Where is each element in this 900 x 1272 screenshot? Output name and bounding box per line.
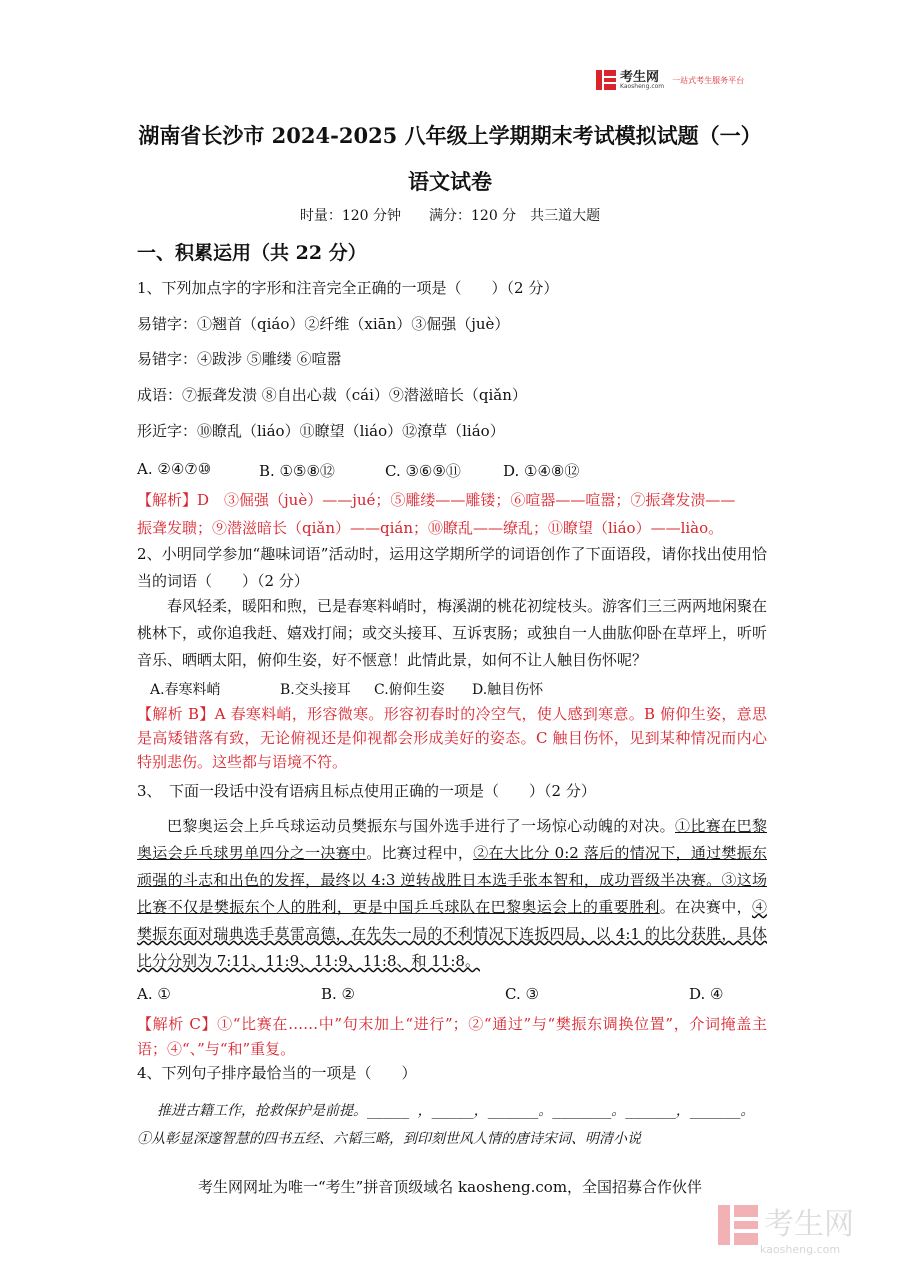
section-heading: 一、积累运用（共 22 分） (137, 242, 367, 264)
q1-stem: 1、下列加点字的字形和注音完全正确的一项是（ ）（2 分） (137, 279, 559, 297)
q3-sentence-4: ④樊振东面对瑞典选手莫雷高德，在先失一局的不利情况下连扳四局，以 4:1 的比分获胜，具体比分分别为 7:11、11:9、11:9、11:8、和 11:8。 (137, 898, 767, 970)
q4-line1: 推进古籍工作，抢救保护是前提。_____ ，_____，______。_______。______，______。 (157, 1103, 755, 1119)
q1-line2: 易错字：④跋涉 ⑤雕缕 ⑥喧嚣 (137, 350, 342, 368)
option-c: C. ③ (505, 985, 539, 1003)
option-c: C. ③⑥⑨⑪ (385, 462, 461, 480)
option-d: D. ①④⑧⑫ (503, 462, 580, 480)
option-a: A. ②④⑦⑩ (137, 460, 212, 478)
watermark-icon (718, 1205, 758, 1245)
q2-answer: 【解析 B】A 春寒料峭，形容微寒。形容初春时的冷空气，使人感到寒意。B 俯仰生姿，意思是高矮错落有致，无论俯视还是仰视都会形成美好的姿态。C 触目伤怀，见到某种情况而内心特别悲伤。这些都与语境不符。 (137, 705, 767, 771)
q3-answer: 【解析 C】①“比赛在……中”句末加上“进行”；②“通过”与“樊振东调换位置”，介词掩盖主语；④“、”与“和”重复。 (137, 1015, 767, 1058)
q3-connector-2: 。在决赛中， (659, 898, 752, 916)
option-b: B. ② (321, 985, 356, 1003)
option-d: D. ④ (689, 985, 724, 1003)
q1-line3: 成语：⑦振聋发溃 ⑧自出心裁（cái）⑨潜滋暗长（qiǎn） (137, 386, 527, 404)
option-d: D.触目伤怀 (472, 682, 544, 698)
watermark-logo (718, 1205, 854, 1245)
logo-domain: Kaosheng.com (620, 82, 665, 90)
q3-passage (137, 813, 767, 975)
q1-line1: 易错字：①翘首（qiáo）②纤维（xiān）③倔强（juè） (137, 315, 510, 333)
logo-icon (596, 70, 616, 90)
q2-stem: 2、小明同学参加“趣味词语”活动时，运用这学期所学的词语创作了下面语段，请你找出使用恰当的词语（ ）（2 分） (137, 545, 767, 590)
q1-line4: 形近字：⑩瞭乱（liáo）⑪瞭望（liáo）⑫潦草（liáo） (137, 422, 505, 440)
q4-stem: 4、下列句子排序最恰当的一项是（ ） (137, 1064, 417, 1082)
option-b: B.交头接耳 (280, 682, 351, 698)
option-a: A. ① (137, 985, 171, 1003)
q3-stem: 3、 下面一段话中没有语病且标点使用正确的一项是（ ）（2 分） (137, 782, 596, 800)
q3-intro: 巴黎奥运会上乒乓球运动员樊振东与国外选手进行了一场惊心动魄的对决。 (167, 817, 676, 835)
doc-subtitle: 语文试卷 (408, 169, 492, 194)
q1-answer-line1: 【解析】D ③倔强（juè）——jué；⑤雕缕——雕镂；⑥喧器——喧嚣；⑦振聋发溃—— (137, 491, 736, 509)
exam-meta: 时量：120 分钟 满分：120 分 共三道大题 (299, 208, 601, 224)
q3-connector-1: 。比赛过程中， (366, 844, 474, 862)
q3-sentence-1: ①比赛在巴黎奥运会乒乓球男单四分之一决赛中 (137, 817, 767, 862)
page-footer: 考生网网址为唯一“考生”拼音顶级域名 kaosheng.com，全国招募合作伙伴 (197, 1178, 703, 1196)
q3-sentence-3: ③这场比赛不仅是樊振东个人的胜利，更是中国乒乓球队在巴黎奥运会上的重要胜利 (137, 871, 767, 916)
option-c: C.俯仰生姿 (374, 682, 445, 698)
watermark-domain: kaosheng.com (760, 1243, 841, 1256)
watermark-text: 考生网 (764, 1207, 854, 1242)
option-a: A.春寒料峭 (150, 682, 221, 698)
logo-slogan: 一站式考生服务平台 (672, 75, 745, 85)
q1-options (137, 460, 579, 481)
brand-logo (596, 70, 744, 90)
doc-title: 湖南省长沙市 2024-2025 八年级上学期期末考试模拟试题（一） (138, 123, 762, 148)
option-b: B. ①⑤⑧⑫ (259, 462, 335, 480)
q3-options (137, 985, 723, 1003)
q1-answer-line2: 振聋发聩；⑨潜滋暗长（qiǎn）——qián；⑩瞭乱——缭乱；⑪瞭望（liáo）——liào。 (137, 519, 724, 537)
logo-name: 考生网 (620, 69, 660, 85)
q3-sentence-2: ②在大比分 0:2 落后的情况下，通过樊振东顽强的斗志和出色的发挥，最终以 4:3 逆转战胜日本选手张本智和，成功晋级半决赛。 (137, 844, 767, 889)
q2-passage: 春风轻柔，暖阳和煦，已是春寒料峭时，梅溪湖的桃花初绽枝头。游客们三三两两地闲聚在桃林下，或你追我赶、嬉戏打闹；或交头接耳、互诉衷肠；或独自一人曲肱仰卧在草坪上，听听音乐、晒晒太阳，俯仰生姿，好不惬意！此情此景，如何不让人触目伤怀呢？ (137, 597, 768, 669)
q4-line2: ①从彰显深邃智慧的四书五经、六韬三略，到印刻世风人情的唐诗宋词、明清小说 (137, 1131, 641, 1147)
q2-options (150, 679, 543, 699)
